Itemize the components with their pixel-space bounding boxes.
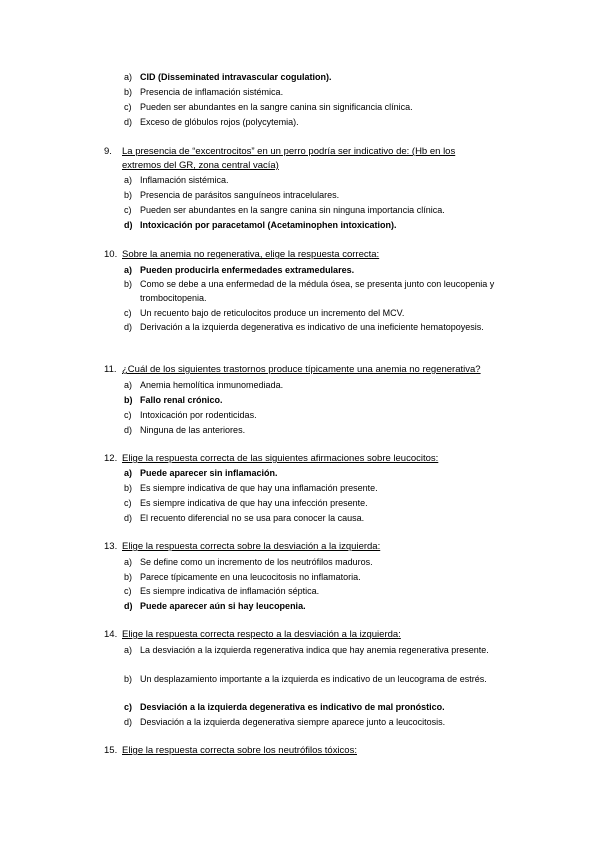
option-text: Desviación a la izquierda degenerativa es indicativo de mal pronóstico. bbox=[140, 702, 445, 712]
option-text: Exceso de glóbulos rojos (polycytemia). bbox=[140, 117, 299, 127]
option-letter: a) bbox=[124, 380, 133, 390]
option-text: Puede aparecer aún si hay leucopenia. bbox=[140, 601, 306, 611]
question-text: La presencia de “excentrocitos” en un perro podría ser indicativo de: (Hb en los extremos del GR, zona central vacía) bbox=[122, 146, 456, 171]
option-text: Inflamación sistémica. bbox=[140, 175, 229, 185]
option-text: Presencia de inflamación sistémica. bbox=[140, 87, 284, 97]
option-letter: d) bbox=[124, 513, 133, 523]
option-text: Un desplazamiento importante a la izquierda es indicativo de un leucograma de estrés. bbox=[140, 674, 487, 684]
option-letter: d) bbox=[124, 322, 133, 332]
option-letter: d) bbox=[124, 601, 133, 611]
question-number: 9. bbox=[104, 146, 112, 157]
option-letter: d) bbox=[124, 717, 133, 727]
option-text: Intoxicación por paracetamol (Acetaminophen intoxication). bbox=[140, 220, 397, 230]
option-text: Derivación a la izquierda degenerativa es indicativo de una ineficiente hematopoyesis. bbox=[140, 322, 484, 332]
option-letter: c) bbox=[124, 308, 132, 318]
option-text: Como se debe a una enfermedad de la médula ósea, se presenta junto con leucopenia y trombocitopenia. bbox=[140, 279, 495, 303]
option-letter: b) bbox=[124, 87, 133, 97]
option-text: Es siempre indicativa de inflamación séptica. bbox=[140, 586, 320, 596]
option-letter: d) bbox=[124, 117, 133, 127]
option-text: Ninguna de las anteriores. bbox=[140, 425, 246, 435]
option-letter: b) bbox=[124, 572, 133, 582]
option-text: Pueden producirla enfermedades extramedulares. bbox=[140, 265, 355, 275]
option-text: Fallo renal crónico. bbox=[140, 395, 223, 405]
option-text: Pueden ser abundantes en la sangre canina sin significancia clínica. bbox=[140, 102, 413, 112]
option-letter: a) bbox=[124, 645, 133, 655]
option-text: Un recuento bajo de reticulocitos produce un incremento del MCV. bbox=[140, 308, 405, 318]
option-text: Pueden ser abundantes en la sangre canina sin ninguna importancia clínica. bbox=[140, 205, 445, 215]
question-number: 10. bbox=[104, 249, 118, 260]
option-letter: c) bbox=[124, 205, 132, 215]
option-letter: b) bbox=[124, 483, 133, 493]
option-letter: a) bbox=[124, 557, 133, 567]
question-number: 12. bbox=[104, 453, 118, 464]
option-letter: a) bbox=[124, 468, 133, 478]
question-text: Sobre la anemia no regenerativa, elige la respuesta correcta: bbox=[122, 249, 380, 260]
option-letter: c) bbox=[124, 498, 132, 508]
option-text: CID (Disseminated intravascular cogulation). bbox=[140, 72, 332, 82]
option-letter: b) bbox=[124, 395, 133, 405]
option-letter: c) bbox=[124, 410, 132, 420]
question-number: 11. bbox=[104, 364, 117, 375]
question-number: 13. bbox=[104, 541, 118, 552]
option-letter: d) bbox=[124, 425, 133, 435]
option-text: El recuento diferencial no se usa para conocer la causa. bbox=[140, 513, 365, 523]
option-letter: b) bbox=[124, 674, 133, 684]
option-letter: a) bbox=[124, 72, 133, 82]
option-letter: b) bbox=[124, 190, 133, 200]
question-text: ¿Cuál de los siguientes trastornos produce típicamente una anemia no regenerativa? bbox=[122, 364, 481, 375]
option-text: Intoxicación por rodenticidas. bbox=[140, 410, 257, 420]
option-text: Es siempre indicativa de que hay una inflamación presente. bbox=[140, 483, 378, 493]
option-letter: a) bbox=[124, 265, 133, 275]
option-letter: b) bbox=[124, 279, 133, 289]
option-text: Puede aparecer sin inflamación. bbox=[140, 468, 278, 478]
question-number: 15. bbox=[104, 745, 118, 756]
option-letter: c) bbox=[124, 702, 133, 712]
option-text: Anemia hemolítica inmunomediada. bbox=[140, 380, 284, 390]
option-letter: c) bbox=[124, 586, 132, 596]
option-text: Se define como un incremento de los neutrófilos maduros. bbox=[140, 557, 373, 567]
option-text: La desviación a la izquierda regenerativa indica que hay anemia regenerativa presente. bbox=[140, 645, 489, 655]
option-letter: a) bbox=[124, 175, 133, 185]
option-text: Desviación a la izquierda degenerativa siempre aparece junto a leucocitosis. bbox=[140, 717, 446, 727]
question-text: Elige la respuesta correcta sobre la desviación a la izquierda: bbox=[122, 541, 381, 552]
question-text: Elige la respuesta correcta respecto a la desviación a la izquierda: bbox=[122, 629, 401, 640]
option-letter: c) bbox=[124, 102, 132, 112]
option-text: Presencia de parásitos sanguíneos intracelulares. bbox=[140, 190, 340, 200]
question-text: Elige la respuesta correcta sobre los neutrófilos tóxicos: bbox=[122, 745, 357, 756]
question-text: Elige la respuesta correcta de las siguientes afirmaciones sobre leucocitos: bbox=[122, 453, 439, 464]
option-letter: d) bbox=[124, 220, 133, 230]
question-number: 14. bbox=[104, 629, 118, 640]
option-text: Parece típicamente en una leucocitosis no inflamatoria. bbox=[140, 572, 361, 582]
option-text: Es siempre indicativa de que hay una infección presente. bbox=[140, 498, 368, 508]
